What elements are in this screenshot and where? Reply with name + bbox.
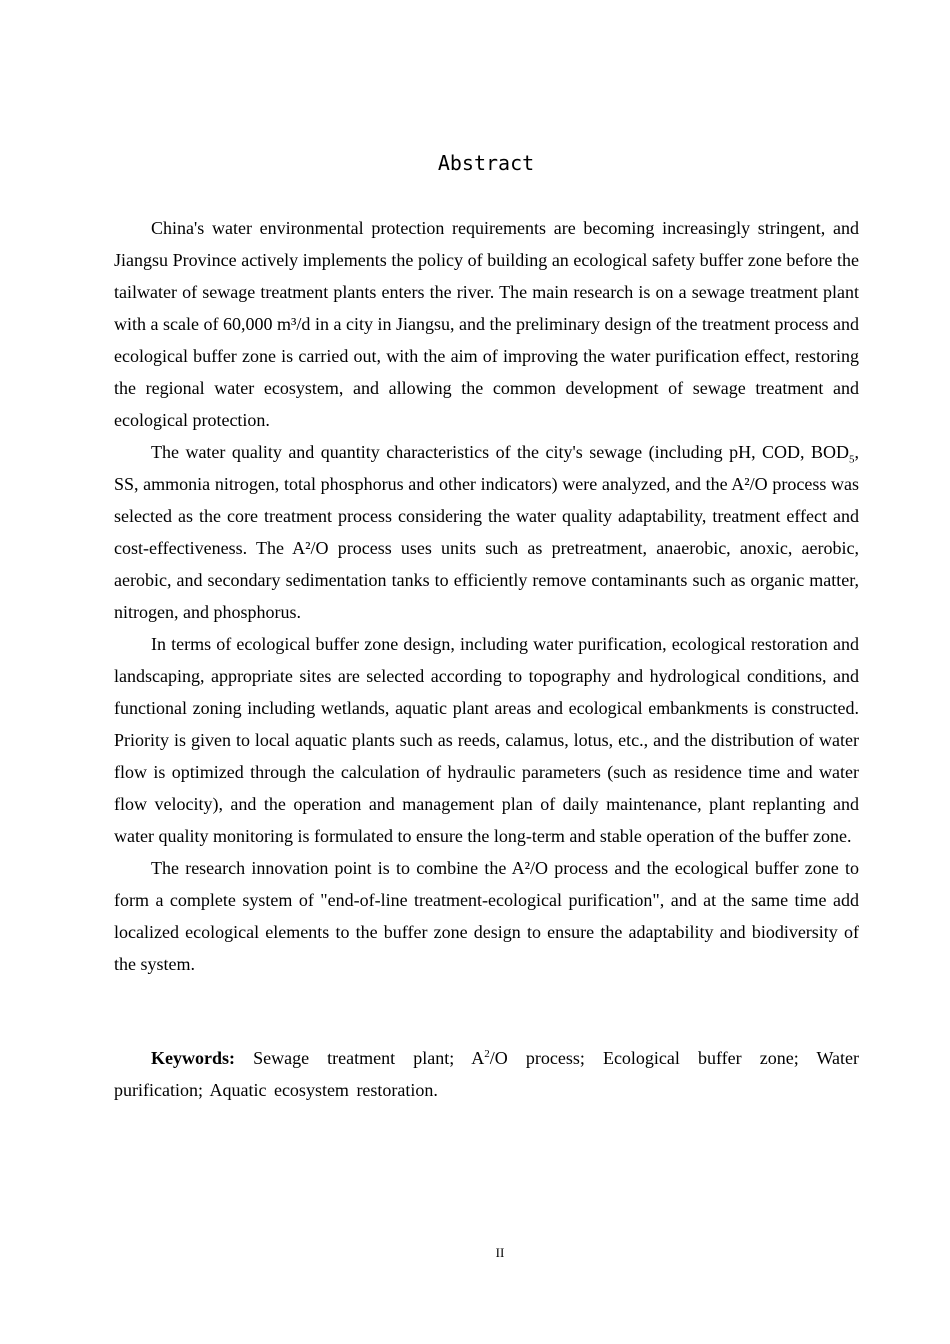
paragraph-2-text-a: The water quality and quantity characteristics of the city's sewage (including pH, COD, BOD: [151, 442, 849, 462]
abstract-paragraph-4: The research innovation point is to combine the A²/O process and the ecological buffer zone to form a complete system of "end-of-line treatment-ecological purification", and at the same time add localized ecological elements to the buffer zone design to ensure the adaptability and biodiversity of the system.: [114, 858, 859, 974]
abstract-title: Abstract: [437, 151, 535, 175]
keywords-text-a: Sewage treatment plant; A: [235, 1048, 485, 1068]
keywords-label: Keywords:: [151, 1048, 235, 1068]
bod-subscript: 5: [849, 453, 855, 466]
abstract-paragraph-1: China's water environmental protection requirements are becoming increasingly stringent, and Jiangsu Province actively implements the policy of building an ecological safety buffer zone before the tailwater of sewage treatment plants enters the river. The main research is on a sewage treatment plant with a scale of 60,000 m³/d in a city in Jiangsu, and the preliminary design of the treatment process and ecological buffer zone is carried out, with the aim of improving the water purification effect, restoring the regional water ecosystem, and allowing the common development of sewage treatment and ecological protection.: [114, 218, 859, 430]
abstract-paragraph-2: [114, 436, 859, 628]
abstract-body: [114, 212, 859, 980]
keywords-text-b: /O process; Ecological buffer zone; Water purification; Aquatic ecosystem restoration.: [114, 1048, 859, 1100]
page-number: II: [495, 1245, 505, 1260]
paragraph-2-text-b: , SS, ammonia nitrogen, total phosphorus and other indicators) were analyzed, and the A²/O process was selected as the core treatment process considering the water quality adaptability, treatment effect and cost-effectiveness. The A²/O process uses units such as pretreatment, anaerobic, anoxic, aerobic, aerobic, and secondary sedimentation tanks to efficiently remove contaminants such as organic matter, nitrogen, and phosphorus.: [114, 442, 859, 622]
keywords-superscript: 2: [484, 1048, 490, 1060]
abstract-paragraph-3: In terms of ecological buffer zone design, including water purification, ecological restoration and landscaping, appropriate sites are selected according to topography and hydrological conditions, and functional zoning including wetlands, aquatic plant areas and ecological embankments is constructed. Priority is given to local aquatic plants such as reeds, calamus, lotus, etc., and the distribution of water flow is optimized through the calculation of hydraulic parameters (such as residence time and water flow velocity), and the operation and management plan of daily maintenance, plant replanting and water quality monitoring is formulated to ensure the long-term and stable operation of the buffer zone.: [114, 634, 859, 846]
keywords-line: [114, 1042, 859, 1106]
